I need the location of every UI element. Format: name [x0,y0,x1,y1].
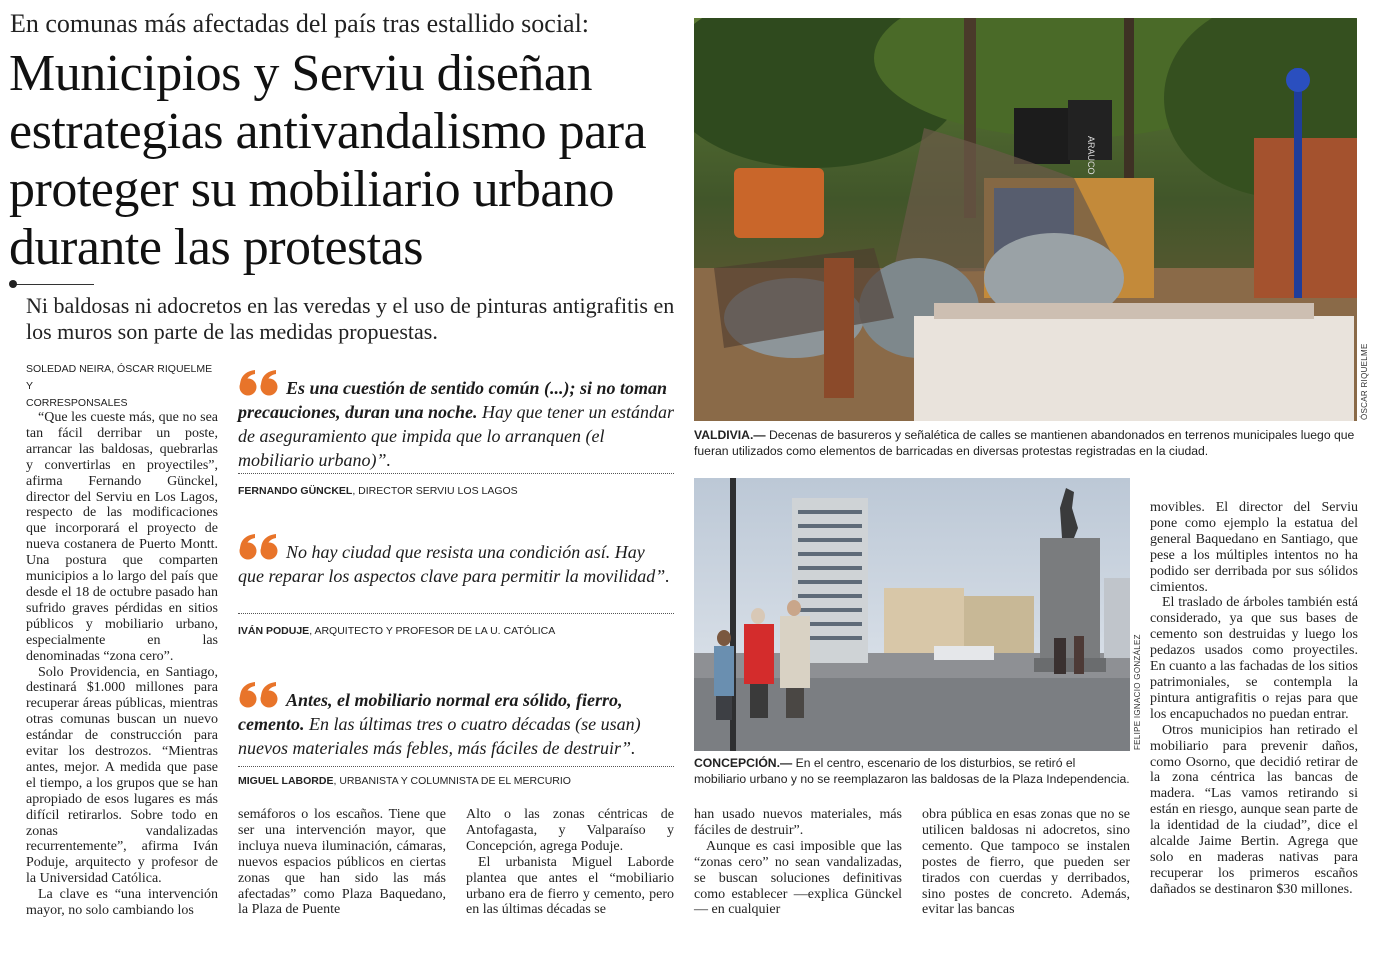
byline-correspondents: CORRESPONSALES [26,397,128,409]
body-column-4 [694,807,902,918]
quote-author-role: , DIRECTOR SERVIU LOS LAGOS [352,485,518,497]
paragraph: Solo Providencia, en Santiago, destinará $1.000 millones para recuperar áreas públicas, mientras otras comunas buscan un nuevo estándar de construcción para evitar los destrozos. “Mientras antes, mejor. A medida que pase el tiempo, a los grupos que se han apropiado de esos lugares es más difícil retirarlos. Sobre todo en zonas vandalizadas recurrentemente”, afirma Iván Poduje, arquitecto y profesor de la Universidad Católica. [26,664,218,887]
quote-mark-icon [238,682,282,708]
paragraph: Otros municipios han retirado el mobiliario para prevenir daños, como Osorno, que decidió retirar de la zona céntrica las bancas de madera. “Las vamos retirando si están en riesgo, aunque sean parte de la identidad de la ciudad”, dice el alcalde Jaime Bertin. Agrega que solo en maderas nativas para recuperar los primeros escaños dañados se destinaron $30 millones. [1150,722,1358,897]
headline-divider [10,284,94,285]
photo-caption [694,755,1130,787]
photo-caption [694,427,1358,459]
quote-mark-icon [238,370,282,396]
deck: Ni baldosas ni adocretos en las veredas y el uso de pinturas antigrafitis en los muros son parte de las medidas propuestas. [26,293,675,344]
byline-authors: SOLEDAD NEIRA, ÓSCAR RIQUELME Y [26,363,213,392]
pull-quote-3 [238,682,674,760]
quote-divider [238,473,674,474]
body-column-1 [26,410,218,919]
paragraph: “Que les cueste más, que no sea tan fácil derribar un poste, arrancar las baldosas, quebrarlas y convertirlas en proyectiles”, afirma Fernando Günckel, director del Serviu en Los Lagos, respecto de las modificaciones que incorporará el proyecto de nueva costanera de Puerto Montt. Una postura que comparten municipios a lo largo del país que desde el 18 de octubre pasado han sufrido graves pérdidas en sitios públicos y mobiliario urbano, especialmente en las denominadas “zona cero”. [26,410,218,664]
divider-dot-icon [9,280,17,288]
quote-text: No hay ciudad que resista una condición así. Hay que reparar los aspectos clave para permitir la movilidad”. [238,542,670,586]
body-column-2 [238,807,446,918]
quote-lead: Antes, el mobiliario normal era sólido, fierro, cemento. [238,690,623,734]
paragraph: El urbanista Miguel Laborde plantea que antes el “mobiliario urbano era de fierro y cemento, pero en las últimas décadas se [466,854,674,918]
photo-credit: ÓSCAR RIQUELME [1360,343,1369,420]
photo-valdivia [694,18,1357,421]
paragraph: obra pública en esas zonas que no se utilicen baldosas ni adocretos, sino cemento. Que tampoco se instalen postes de fierro, que pueden ser tirados con cuerdas y derribados, sino postes de concreto. Además, evitar las bancas [922,807,1130,918]
byline [26,361,216,412]
paragraph: La clave es “una intervención mayor, no solo cambiando los [26,887,218,919]
quote-attribution [238,624,555,638]
photo-concepcion [694,478,1130,751]
quote-lead: Es una cuestión de sentido común (...); si no toman precauciones, duran una noche. [238,378,668,422]
paragraph: semáforos o los escaños. Tiene que ser una intervención mayor, que incluya nueva iluminación, cámaras, nuevos espacios públicos en ciertas zonas que han sido las más afectadas” como Plaza Baquedano, la Plaza de Puente [238,807,446,918]
caption-place: CONCEPCIÓN.— [694,756,793,770]
body-column-3 [466,807,674,918]
body-column-6 [1150,500,1358,898]
caption-text: Decenas de basureros y señalética de calles se mantienen abandonados en terrenos municipales luego que fueran utilizados como elementos de barricadas en diversas protestas registradas en la ciudad. [694,428,1355,458]
paragraph: El traslado de árboles también está considerado, ya que sus bases de cemento son destruidas y luego los pedazos usados como proyectiles. En cuanto a las fachadas de los sitios patrimoniales, se contempla la pintura antigrafitis o rejas para que los encapuchados no puedan entrar. [1150,595,1358,722]
quote-attribution [238,774,571,788]
caption-place: VALDIVIA.— [694,428,766,442]
pull-quote-2 [238,534,674,588]
pull-quote-1 [238,370,674,472]
paragraph: han usado nuevos materiales, más fáciles de destruir”. [694,807,902,838]
paragraph: Aunque es casi imposible que las “zonas cero” no sean vandalizadas, se buscan soluciones definitivas como establecer —explica Günckel— en cualquier [694,838,902,918]
quote-attribution [238,484,518,498]
paragraph: movibles. El director del Serviu pone como ejemplo la estatua del general Baquedano en Santiago, que pese a los múltiples intentos no ha podido ser derribada por sus sólidos cimientos. [1150,500,1358,595]
quote-author-role: , ARQUITECTO Y PROFESOR DE LA U. CATÓLICA [309,625,556,637]
quote-divider [238,766,674,767]
quote-divider [238,613,674,614]
quote-author: FERNANDO GÜNCKEL [238,485,353,497]
kicker: En comunas más afectadas del país tras estallido social: [10,9,590,38]
caption-text: En el centro, escenario de los disturbios, se retiró el mobiliario urbano y no se reemplazaron las baldosas de la Plaza Independencia. [694,756,1130,786]
quote-text: En las últimas tres o cuatro décadas (se usan) nuevos materiales más febles, más fáciles de destruir”. [238,714,641,758]
paragraph: Alto o las zonas céntricas de Antofagasta, y Valparaíso y Concepción, agrega Poduje. [466,807,674,854]
headline: Municipios y Serviu diseñan estrategias antivandalismo para proteger su mobiliario urbano durante las protestas [9,45,647,276]
quote-author: IVÁN PODUJE [238,625,310,637]
photo-credit: FELIPE IGNACIO GONZÁLEZ [1133,634,1142,750]
sign-text: ARAUCO [1086,136,1096,175]
quote-text: Hay que tener un estándar de aseguramiento que impida que lo arranquen (el mobiliario urbano)”. [238,402,675,470]
quote-author: MIGUEL LABORDE [238,775,334,787]
body-column-5 [922,807,1130,918]
quote-author-role: , URBANISTA Y COLUMNISTA DE EL MERCURIO [333,775,571,787]
quote-mark-icon [238,534,282,560]
